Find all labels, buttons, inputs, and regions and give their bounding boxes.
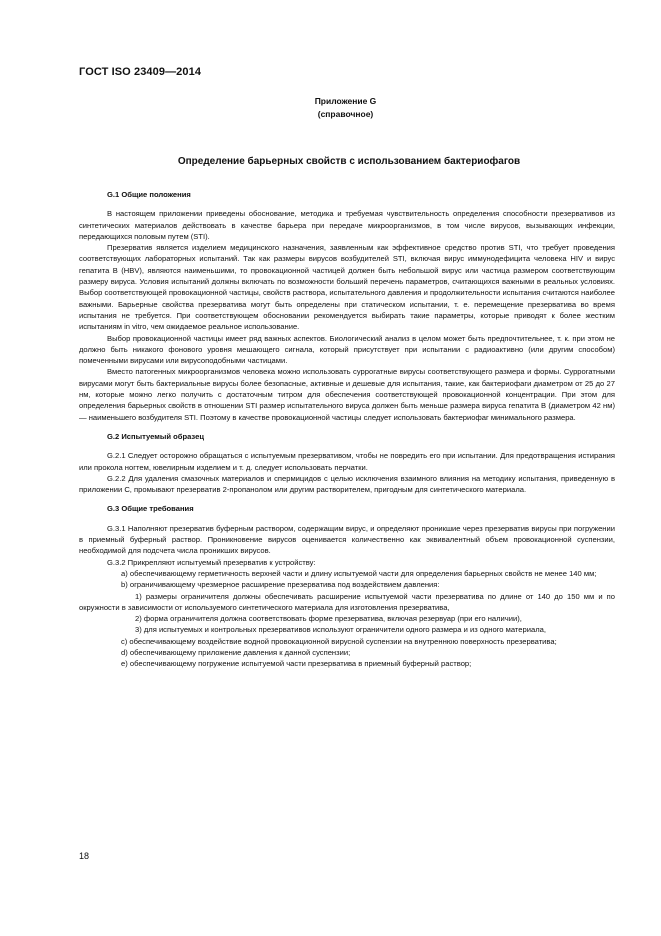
list-item: d) обеспечивающему приложение давления к данной суспензии;	[121, 647, 351, 657]
list-item: 1) размеры ограничителя должны обеспечивать расширение испытуемой части презерватива по длине от 140 до 150 мм и по окружности в зависимости от используемого синтетического материала для изготовления презерватива,	[79, 591, 615, 612]
list-item: с) обеспечивающему воздействие водной провокационной вирусной суспензии на внутреннюю поверхность презерватива;	[121, 636, 557, 646]
paragraph: G.3.2 Прикрепляют испытуемый презерватив к устройству:	[107, 557, 316, 567]
section-heading-g1: G.1 Общие положения	[107, 190, 191, 199]
list-item: 2) форма ограничителя должна соответствовать форме презерватива, включая резервуар (при его наличии),	[135, 614, 522, 624]
annex-subtitle: (справочное)	[317, 109, 374, 119]
paragraph: G.2.2 Для удаления смазочных материалов и спермицидов с целью исключения взаимного влияния на методику испытания, приведенную в приложении С, промывают презерватив 2-пропанолом или другим растворителем, пригодным для синтетического материала.	[79, 473, 615, 495]
list-item: b) ограничивающему чрезмерное расширение презерватива под воздействием давления:	[121, 580, 440, 590]
document-body	[79, 186, 615, 670]
list-item: е) обеспечивающему погружение испытуемой части презерватива в приемный буферный раствор;	[121, 659, 472, 669]
annex-title: Приложение G	[314, 96, 377, 106]
list-item: а) обеспечивающему герметичность верхней части и длину испытуемой части для определения барьерных свойств не менее 140 мм;	[121, 568, 597, 578]
paragraph: G.3.1 Наполняют презерватив буферным раствором, содержащим вирус, и определяют проникшие через презерватив вирусы при погружении в приемный буферный раствор. Проникновение вирусов оценивается количественно как эквивалентный объем провокационной суспензии, необходимой для подсчета числа проникших вирусов.	[79, 523, 615, 556]
section-heading-g2: G.2 Испытуемый образец	[107, 431, 204, 441]
annex-main-title: Определение барьерных свойств с использованием бактериофагов	[177, 156, 521, 167]
document-header: ГОСТ ISO 23409—2014	[79, 66, 202, 78]
list-item: 3) для испытуемых и контрольных презервативов используют ограничители одного размера и из одного материала,	[135, 625, 546, 635]
paragraph: G.2.1 Следует осторожно обращаться с испытуемым презервативом, чтобы не повредить его при испытании. Для предотвращения истирания или прокола ногтем, ювелирным изделием и т. д. следует использовать перчатки.	[79, 451, 615, 472]
paragraph: Выбор провокационной частицы имеет ряд важных аспектов. Биологический анализ в целом может быть предпочтительнее, т. к. при этом не должно быть никакого фонового уровня мешающего сигнала, который присутствует при испытании с радиоактивно (или другим способом) помеченными вирусами или вирусоподобными частицами.	[79, 333, 615, 366]
page-number: 18	[79, 851, 90, 861]
paragraph: Вместо патогенных микроорганизмов человека можно использовать суррогатные вирусы соответствующего размера и формы. Суррогатными вирусами могут быть бактериальные вирусы более безопасные, активные и дешевые для испытания, такие, как бактериофаги диаметром от 25 до 27 нм, которые можно легко получить с достаточным титром для обеспечения соответствующей провокационной концентрации. При этом для определения барьерных свойств в отношении STI размер испытательного вируса должен быть меньше размера вируса гепатита В (диаметром 42 нм) — наименьшего возбудителя STI. Поэтому в качестве провокационной частицы следует использовать бактериофаг минимального размера.	[79, 367, 615, 422]
section-heading-g3: G.3 Общие требования	[107, 504, 194, 514]
paragraph: В настоящем приложении приведены обоснование, методика и требуемая чувствительность определения способности презервативов из синтетических материалов действовать в качестве барьера при передаче микроорганизмов, в том числе вирусов, вызывающих инфекции, передающихся половым путем (STI).	[79, 209, 615, 241]
paragraph: Презерватив является изделием медицинского назначения, заявленным как эффективное средство против STI, что требует проведения соответствующих лабораторных испытаний. Так как размеры вирусов возбудителей STI, включая вирус иммунодефицита человека HIV и вирус гепатита В (HBV), являются наименьшими, то провокационной частицей должен быть небольшой вирус или частица размером соответствующим размеру вируса. Условия испытаний должны включать по возможности больший перечень параметров, считающихся важными в реальных условиях. Выбор соответствующей провокационной частицы, свойств раствора, испытательного давления и продолжительности испытания считаются наиболее важными. Барьерные свойства презерватива могут быть определены при статическом испытании, т. е. перемещение презерватива во время испытания не требуется. При соответствующем обосновании рекомендуется выбирать такие параметры, которые приводят к более жестким испытаниям in vitro, чем ожидаемое реальное использование.	[79, 243, 615, 332]
